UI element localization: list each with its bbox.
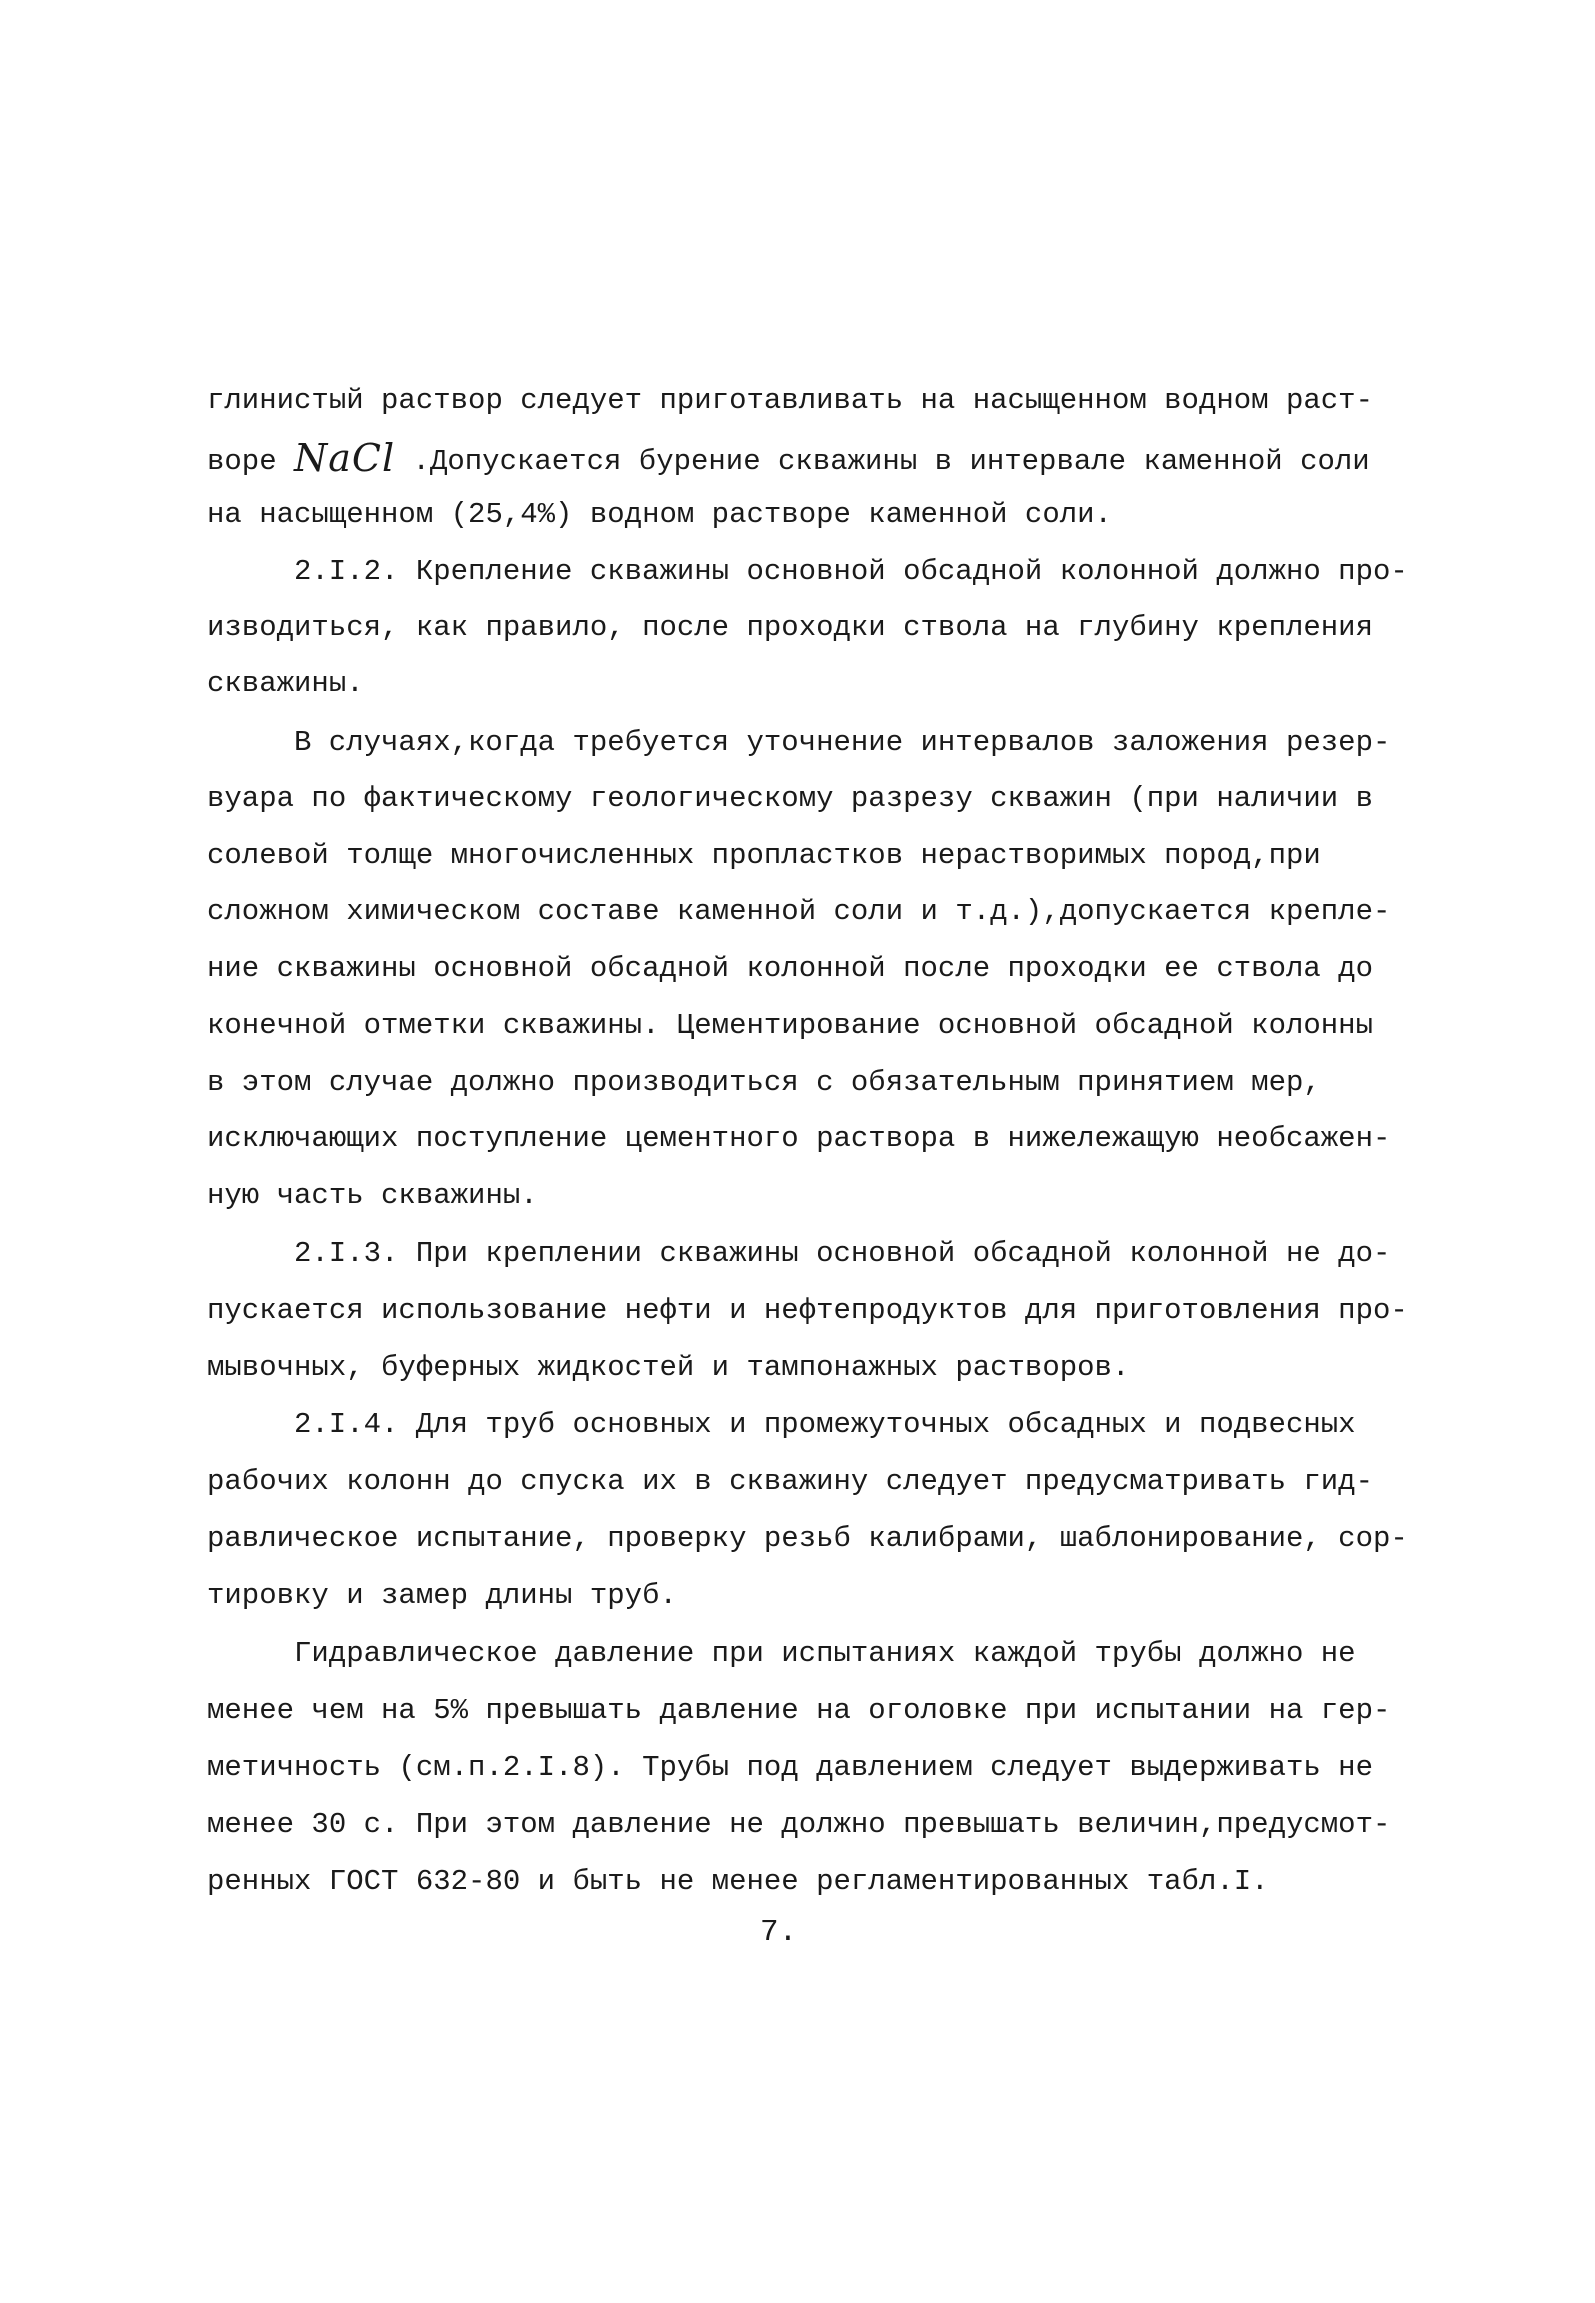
text-line: ную часть скважины.: [207, 1179, 538, 1212]
paragraph-start: 2.I.2. Крепление скважины основной обсадной колонной должно про-: [294, 555, 1408, 588]
text-line: сложном химическом составе каменной соли и т.д.),допускается крепле-: [207, 895, 1391, 928]
text-line: изводиться, как правило, после проходки ствола на глубину крепления: [207, 611, 1373, 644]
text-line: солевой толще многочисленных пропластков нерастворимых пород,при: [207, 839, 1321, 872]
text-fragment: воре: [207, 445, 295, 478]
paragraph-start: 2.I.4. Для труб основных и промежуточных обсадных и подвесных: [294, 1408, 1356, 1441]
text-line-with-formula: [207, 438, 1370, 482]
text-line: вуара по фактическому геологическому разрезу скважин (при наличии в: [207, 782, 1373, 815]
text-line: в этом случае должно производиться с обязательным принятием мер,: [207, 1066, 1321, 1099]
text-line: менее чем на 5% превышать давление на оголовке при испытании на гер-: [207, 1694, 1391, 1727]
text-line: тировку и замер длины труб.: [207, 1579, 677, 1612]
text-line: глинистый раствор следует приготавливать на насыщенном водном раст-: [207, 384, 1373, 417]
paragraph-start: 2.I.3. При креплении скважины основной обсадной колонной не до-: [294, 1237, 1391, 1270]
text-line: рабочих колонн до спуска их в скважину следует предусматривать гид-: [207, 1465, 1373, 1498]
text-line: метичность (см.п.2.I.8). Трубы под давлением следует выдерживать не: [207, 1751, 1373, 1784]
paragraph-start: В случаях,когда требуется уточнение интервалов заложения резер-: [294, 726, 1391, 759]
text-line: пускается использование нефти и нефтепродуктов для приготовления про-: [207, 1294, 1408, 1327]
paragraph-start: Гидравлическое давление при испытаниях каждой трубы должно не: [294, 1637, 1356, 1670]
text-line: конечной отметки скважины. Цементирование основной обсадной колонны: [207, 1009, 1373, 1042]
page-number: 7.: [760, 1915, 798, 1950]
text-line: ренных ГОСТ 632-80 и быть не менее регламентированных табл.I.: [207, 1865, 1269, 1898]
text-line: равлическое испытание, проверку резьб калибрами, шаблонирование, сор-: [207, 1522, 1408, 1555]
text-line: менее 30 с. При этом давление не должно превышать величин,предусмот-: [207, 1808, 1391, 1841]
text-line: исключающих поступление цементного раствора в нижележащую необсажен-: [207, 1122, 1391, 1155]
text-line: скважины.: [207, 667, 364, 700]
text-line: на насыщенном (25,4%) водном растворе каменной соли.: [207, 498, 1112, 531]
text-fragment: .Допускается бурение скважины в интервале каменной соли: [395, 445, 1370, 478]
text-line: мывочных, буферных жидкостей и тампонажных растворов.: [207, 1351, 1130, 1384]
text-line: ние скважины основной обсадной колонной после проходки ее ствола до: [207, 952, 1373, 985]
handwritten-formula: NaCl: [294, 436, 396, 480]
